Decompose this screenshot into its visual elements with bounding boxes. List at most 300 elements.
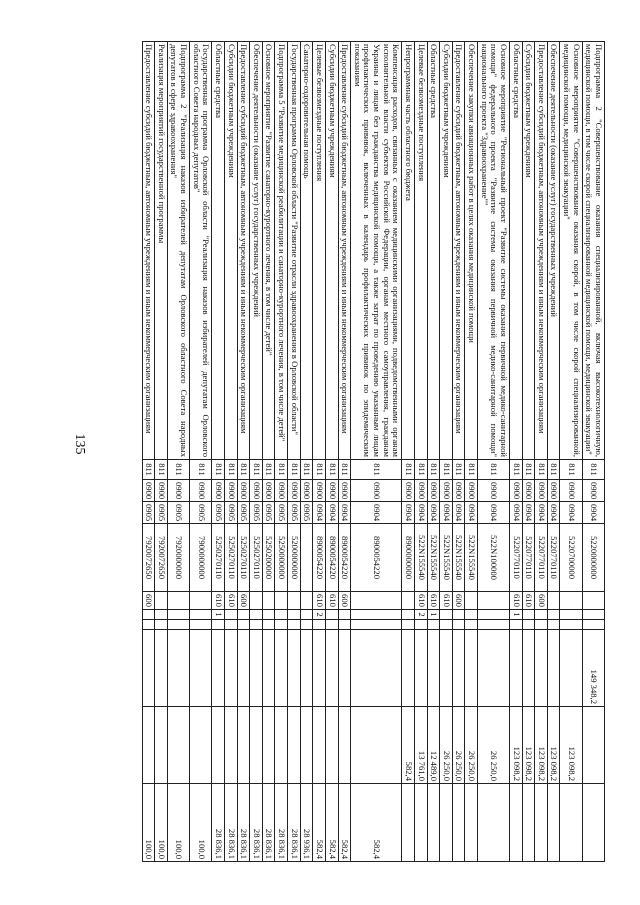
table-row: [402, 42, 415, 862]
subsection-code: 0905: [237, 502, 250, 524]
amount-subtotal: [237, 707, 250, 784]
flag-cell: [250, 620, 263, 630]
amount-item: 28 936,1: [300, 784, 313, 862]
amount-subtotal: [288, 707, 301, 784]
flag-cell: [440, 620, 453, 630]
target-article-code: 5200000000: [288, 524, 301, 592]
amount-subtotal: 582,4: [402, 707, 415, 784]
amount-item: 28 836,1: [250, 784, 263, 862]
row-name: Областные средства: [212, 42, 225, 460]
subsection-code: 0905: [167, 502, 189, 524]
table-row: [313, 42, 326, 862]
amount-subtotal: [351, 707, 402, 784]
amount-total: [225, 630, 238, 707]
expense-type-code: [275, 592, 288, 610]
amount-total: [338, 630, 351, 707]
section-code: 0900: [510, 480, 523, 502]
section-code: 0900: [547, 480, 560, 502]
row-name: Основное мероприятие "Региональный проект "Развитие системы оказания первичной медико-санитарной помощи" федерального проекта "Развитие системы оказания первичной медико-санитарной помощи" национального проекта "Здравоохранение"": [478, 42, 510, 460]
subsection-code: 0905: [190, 502, 212, 524]
subsection-code: 0905: [262, 502, 275, 524]
subsection-code: 0904: [547, 502, 560, 524]
section-code: 0900: [560, 480, 582, 502]
section-code: 0900: [142, 480, 155, 502]
row-name: Предоставление субсидий бюджетным, автономным учреждениям и иным некоммерческим организациям: [237, 42, 250, 460]
amount-item: [478, 784, 510, 862]
table-row: [535, 42, 548, 862]
amount-subtotal: 123 098,2: [547, 707, 560, 784]
ministry-code: 811: [415, 460, 428, 480]
amount-total: [155, 630, 168, 707]
amount-total: [351, 630, 402, 707]
target-article-code: 5220700000: [560, 524, 582, 592]
table-row: [262, 42, 275, 862]
amount-total: [262, 630, 275, 707]
table-row: [250, 42, 263, 862]
flag-cell: [402, 620, 415, 630]
funding-source-code: [522, 610, 535, 620]
subsection-code: 0904: [522, 502, 535, 524]
section-code: 0900: [300, 480, 313, 502]
target-article-code: 522N155540: [452, 524, 465, 592]
rotated-page-content: [114, 41, 605, 861]
amount-total: [478, 630, 510, 707]
expense-type-code: 610: [326, 592, 339, 610]
subsection-code: 0904: [313, 502, 326, 524]
subsection-code: 0904: [427, 502, 440, 524]
amount-subtotal: [313, 707, 326, 784]
row-name: Субсидии бюджетным учреждениям: [522, 42, 535, 460]
section-code: 0900: [415, 480, 428, 502]
expense-type-code: [288, 592, 301, 610]
expense-type-code: 610: [427, 592, 440, 610]
amount-item: 28 836,1: [237, 784, 250, 862]
ministry-code: 811: [313, 460, 326, 480]
amount-item: [452, 784, 465, 862]
amount-subtotal: [225, 707, 238, 784]
subsection-code: 0904: [351, 502, 402, 524]
section-code: 0900: [275, 480, 288, 502]
ministry-code: 811: [547, 460, 560, 480]
amount-total: [402, 630, 415, 707]
subsection-code: 0905: [288, 502, 301, 524]
target-article-code: 522N155540: [465, 524, 478, 592]
amount-subtotal: [262, 707, 275, 784]
flag-cell: [212, 620, 225, 630]
amount-item: 582,4: [326, 784, 339, 862]
subsection-code: 0904: [326, 502, 339, 524]
row-name: Государственная программа Орловской области "Реализация наказов избирателей депутатам Орловского областного Совета народных депутатов": [190, 42, 212, 460]
amount-item: [427, 784, 440, 862]
row-name: Санаторно-оздоровительная помощь: [300, 42, 313, 460]
section-code: 0900: [155, 480, 168, 502]
row-name: Целевые безвозмездные поступления: [313, 42, 326, 460]
flag-cell: [560, 620, 582, 630]
amount-total: [415, 630, 428, 707]
table-row: [351, 42, 402, 862]
flag-cell: [547, 620, 560, 630]
row-name: Обеспечение деятельности (оказание услуг) государственных учреждений: [547, 42, 560, 460]
table-row: [478, 42, 510, 862]
table-row: [440, 42, 453, 862]
subsection-code: 0905: [142, 502, 155, 524]
flag-cell: [326, 620, 339, 630]
amount-item: 100,0: [142, 784, 155, 862]
table-row: [522, 42, 535, 862]
ministry-code: 811: [440, 460, 453, 480]
flag-cell: [167, 620, 189, 630]
ministry-code: 811: [402, 460, 415, 480]
funding-source-code: [440, 610, 453, 620]
ministry-code: 811: [510, 460, 523, 480]
amount-total: [275, 630, 288, 707]
row-name: Предоставление субсидий бюджетным, автономным учреждениям и иным некоммерческим организациям: [338, 42, 351, 460]
flag-cell: [262, 620, 275, 630]
table-row: [212, 42, 225, 862]
table-row: [465, 42, 478, 862]
amount-total: [465, 630, 478, 707]
ministry-code: 811: [582, 460, 604, 480]
amount-total: [535, 630, 548, 707]
ministry-code: 811: [190, 460, 212, 480]
target-article-code: 522N155540: [415, 524, 428, 592]
flag-cell: [275, 620, 288, 630]
amount-subtotal: [142, 707, 155, 784]
funding-source-code: [167, 610, 189, 620]
row-name: Субсидии бюджетным учреждениям: [326, 42, 339, 460]
subsection-code: 0904: [440, 502, 453, 524]
ministry-code: 811: [262, 460, 275, 480]
funding-source-code: [288, 610, 301, 620]
flag-cell: [190, 620, 212, 630]
table-row: [326, 42, 339, 862]
subsection-code: 0904: [415, 502, 428, 524]
target-article-code: [300, 524, 313, 592]
amount-item: 100,0: [155, 784, 168, 862]
amount-item: 28 836,1: [225, 784, 238, 862]
amount-item: 28 836,1: [212, 784, 225, 862]
amount-total: 149 348,2: [582, 630, 604, 707]
subsection-code: 0905: [225, 502, 238, 524]
expense-type-code: 610: [313, 592, 326, 610]
amount-subtotal: [155, 707, 168, 784]
table-row: [560, 42, 582, 862]
ministry-code: 811: [338, 460, 351, 480]
table-row: [510, 42, 523, 862]
target-article-code: 8900000000: [402, 524, 415, 592]
amount-item: 100,0: [167, 784, 189, 862]
target-article-code: 8900054220: [326, 524, 339, 592]
section-code: 0900: [582, 480, 604, 502]
amount-item: [560, 784, 582, 862]
subsection-code: 0904: [465, 502, 478, 524]
flag-cell: [427, 620, 440, 630]
funding-source-code: [300, 610, 313, 620]
target-article-code: 522N155540: [427, 524, 440, 592]
expense-type-code: [465, 592, 478, 610]
row-name: Обеспечение закупки авиационных работ в целях оказания медицинской помощи: [465, 42, 478, 460]
row-name: Подпрограмма 2 "Совершенствование оказания специализированной, включая высокотехнологичную, медицинской помощи, в том числе скорой специализированной медицинской помощи, медицинской эвакуации": [582, 42, 604, 460]
amount-item: 582,4: [338, 784, 351, 862]
row-name: Основное мероприятие "Развитие санаторно-курортного лечения, в том числе детей": [262, 42, 275, 460]
target-article-code: 522N100000: [478, 524, 510, 592]
funding-source-code: [250, 610, 263, 620]
subsection-code: 0905: [275, 502, 288, 524]
ministry-code: 811: [427, 460, 440, 480]
section-code: 0900: [288, 480, 301, 502]
amount-subtotal: [338, 707, 351, 784]
expense-type-code: 610: [510, 592, 523, 610]
amount-total: [237, 630, 250, 707]
table-row: [237, 42, 250, 862]
section-code: 0900: [440, 480, 453, 502]
funding-source-code: [225, 610, 238, 620]
row-name: Подпрограмма 2 "Реализация наказов избирателей депутатам Орловского областного Совета народных депутатов в сфере здравоохранения": [167, 42, 189, 460]
funding-source-code: 1: [212, 610, 225, 620]
amount-subtotal: 123 098,2: [535, 707, 548, 784]
amount-subtotal: 13 761,0: [415, 707, 428, 784]
expense-type-code: 610: [522, 592, 535, 610]
expense-type-code: [190, 592, 212, 610]
expense-type-code: 610: [225, 592, 238, 610]
flag-cell: [288, 620, 301, 630]
row-name: Основное мероприятие "Совершенствование оказания скорой, в том числе скорой специализированной, медицинской помощи, медицинской эвакуации": [560, 42, 582, 460]
row-name: Субсидии бюджетным учреждениям: [440, 42, 453, 460]
expense-type-code: [155, 592, 168, 610]
amount-subtotal: [300, 707, 313, 784]
row-name: Предоставление субсидий бюджетным, автономным учреждениям и иным некоммерческим организациям: [452, 42, 465, 460]
ministry-code: 811: [465, 460, 478, 480]
expense-type-code: [547, 592, 560, 610]
funding-source-code: [262, 610, 275, 620]
amount-item: 28 836,1: [288, 784, 301, 862]
amount-total: [313, 630, 326, 707]
expense-type-code: [262, 592, 275, 610]
amount-subtotal: 26 250,0: [465, 707, 478, 784]
flag-cell: [313, 620, 326, 630]
table-row: [275, 42, 288, 862]
row-name: Областные средства: [510, 42, 523, 460]
flag-cell: [582, 620, 604, 630]
flag-cell: [415, 620, 428, 630]
amount-item: 100,0: [190, 784, 212, 862]
section-code: 0900: [250, 480, 263, 502]
amount-subtotal: [212, 707, 225, 784]
funding-source-code: [402, 610, 415, 620]
table-row: [225, 42, 238, 862]
ministry-code: 811: [535, 460, 548, 480]
funding-source-code: [452, 610, 465, 620]
section-code: 0900: [262, 480, 275, 502]
row-name: Областные средства: [427, 42, 440, 460]
ministry-code: 811: [522, 460, 535, 480]
row-name: Реализация мероприятий государственной программы: [155, 42, 168, 460]
funding-source-code: [465, 610, 478, 620]
expense-type-code: 610: [415, 592, 428, 610]
flag-cell: [478, 620, 510, 630]
ministry-code: 811: [478, 460, 510, 480]
table-row: [300, 42, 313, 862]
section-code: 0900: [225, 480, 238, 502]
amount-item: [535, 784, 548, 862]
flag-cell: [510, 620, 523, 630]
target-article-code: 5220770110: [547, 524, 560, 592]
section-code: 0900: [338, 480, 351, 502]
amount-total: [560, 630, 582, 707]
target-article-code: 5220000000: [582, 524, 604, 592]
amount-item: [415, 784, 428, 862]
amount-subtotal: 26 250,0: [478, 707, 510, 784]
amount-subtotal: 123 098,2: [522, 707, 535, 784]
target-article-code: 5220770110: [510, 524, 523, 592]
funding-source-code: [142, 610, 155, 620]
ministry-code: 811: [326, 460, 339, 480]
funding-source-code: [155, 610, 168, 620]
target-article-code: 7920000000: [167, 524, 189, 592]
amount-total: [288, 630, 301, 707]
flag-cell: [535, 620, 548, 630]
funding-source-code: [275, 610, 288, 620]
amount-subtotal: [275, 707, 288, 784]
expense-type-code: [351, 592, 402, 610]
flag-cell: [338, 620, 351, 630]
target-article-code: 8900054220: [338, 524, 351, 592]
funding-source-code: [478, 610, 510, 620]
funding-source-code: [190, 610, 212, 620]
section-code: 0900: [465, 480, 478, 502]
amount-item: 28 836,1: [275, 784, 288, 862]
ministry-code: 811: [212, 460, 225, 480]
section-code: 0900: [402, 480, 415, 502]
ministry-code: 811: [250, 460, 263, 480]
row-name: Субсидии бюджетным учреждениям: [225, 42, 238, 460]
target-article-code: 5250270110: [212, 524, 225, 592]
table-row: [288, 42, 301, 862]
funding-source-code: [351, 610, 402, 620]
amount-item: [582, 784, 604, 862]
amount-subtotal: [190, 707, 212, 784]
expense-type-code: 600: [452, 592, 465, 610]
section-code: 0900: [326, 480, 339, 502]
target-article-code: 5250270110: [225, 524, 238, 592]
target-article-code: 5220770110: [522, 524, 535, 592]
section-code: 0900: [313, 480, 326, 502]
table-body: [142, 42, 604, 862]
expense-type-code: 610: [440, 592, 453, 610]
subsection-code: 0904: [402, 502, 415, 524]
expense-type-code: 600: [237, 592, 250, 610]
section-code: 0900: [427, 480, 440, 502]
row-name: Обеспечение деятельности (оказание услуг) государственных учреждений: [250, 42, 263, 460]
amount-subtotal: 123 098,2: [560, 707, 582, 784]
table-row: [582, 42, 604, 862]
row-name: Подпрограмма 5 "Развитие медицинской реабилитации и санаторно-курортного лечения, в том числе детей": [275, 42, 288, 460]
amount-item: [547, 784, 560, 862]
expense-type-code: [300, 592, 313, 610]
table-row: [547, 42, 560, 862]
amount-subtotal: [326, 707, 339, 784]
section-code: 0900: [190, 480, 212, 502]
amount-total: [300, 630, 313, 707]
flag-cell: [351, 620, 402, 630]
expense-type-code: 600: [142, 592, 155, 610]
amount-subtotal: [582, 707, 604, 784]
row-name: Целевые безвозмездные поступления: [415, 42, 428, 460]
row-name: Компенсация расходов, связанных с оказанием медицинскими организациями, подведомственными органам исполнительной власти субъектов Российской Федерации, органам местного самоуправления, гражданам Украины и лицам без гражданства медицинской помощи, а также затрат по проведению указанным лицам профилактических прививок, включенных в календарь профилактических прививок по эпидемическим показаниям: [351, 42, 402, 460]
amount-total: [190, 630, 212, 707]
section-code: 0900: [212, 480, 225, 502]
funding-source-code: [326, 610, 339, 620]
amount-subtotal: 26 250,0: [440, 707, 453, 784]
amount-item: [440, 784, 453, 862]
section-code: 0900: [522, 480, 535, 502]
expense-type-code: [250, 592, 263, 610]
expense-type-code: 600: [338, 592, 351, 610]
table-row: [452, 42, 465, 862]
subsection-code: 0904: [582, 502, 604, 524]
funding-source-code: [237, 610, 250, 620]
subsection-code: 0904: [338, 502, 351, 524]
flag-cell: [155, 620, 168, 630]
ministry-code: 811: [452, 460, 465, 480]
ministry-code: 811: [142, 460, 155, 480]
table-row: [155, 42, 168, 862]
amount-total: [522, 630, 535, 707]
expense-type-code: [478, 592, 510, 610]
ministry-code: 811: [237, 460, 250, 480]
amount-total: [250, 630, 263, 707]
ministry-code: 811: [560, 460, 582, 480]
table-row: [338, 42, 351, 862]
ministry-code: 811: [225, 460, 238, 480]
row-name: Предоставление субсидий бюджетным, автономным учреждениям и иным некоммерческим организациям: [142, 42, 155, 460]
target-article-code: 8900054220: [351, 524, 402, 592]
funding-source-code: 2: [415, 610, 428, 620]
target-article-code: 5250270110: [250, 524, 263, 592]
funding-source-code: [338, 610, 351, 620]
amount-total: [167, 630, 189, 707]
subsection-code: 0905: [250, 502, 263, 524]
target-article-code: 5220770110: [535, 524, 548, 592]
amount-subtotal: [167, 707, 189, 784]
target-article-code: 5250000000: [275, 524, 288, 592]
expense-type-code: [402, 592, 415, 610]
expense-type-code: [582, 592, 604, 610]
amount-item: [522, 784, 535, 862]
target-article-code: 5250200000: [262, 524, 275, 592]
subsection-code: 0904: [510, 502, 523, 524]
flag-cell: [237, 620, 250, 630]
table-row: [415, 42, 428, 862]
target-article-code: 5250270110: [237, 524, 250, 592]
ministry-code: 811: [167, 460, 189, 480]
flag-cell: [452, 620, 465, 630]
funding-source-code: [582, 610, 604, 620]
amount-item: 28 836,1: [262, 784, 275, 862]
section-code: 0900: [237, 480, 250, 502]
amount-total: [142, 630, 155, 707]
amount-total: [547, 630, 560, 707]
row-name: Непрограммная часть областного бюджета: [402, 42, 415, 460]
subsection-code: 0905: [300, 502, 313, 524]
funding-source-code: [547, 610, 560, 620]
flag-cell: [142, 620, 155, 630]
ministry-code: 811: [300, 460, 313, 480]
amount-subtotal: [250, 707, 263, 784]
subsection-code: 0905: [155, 502, 168, 524]
ministry-code: 811: [155, 460, 168, 480]
amount-subtotal: 26 250,0: [452, 707, 465, 784]
